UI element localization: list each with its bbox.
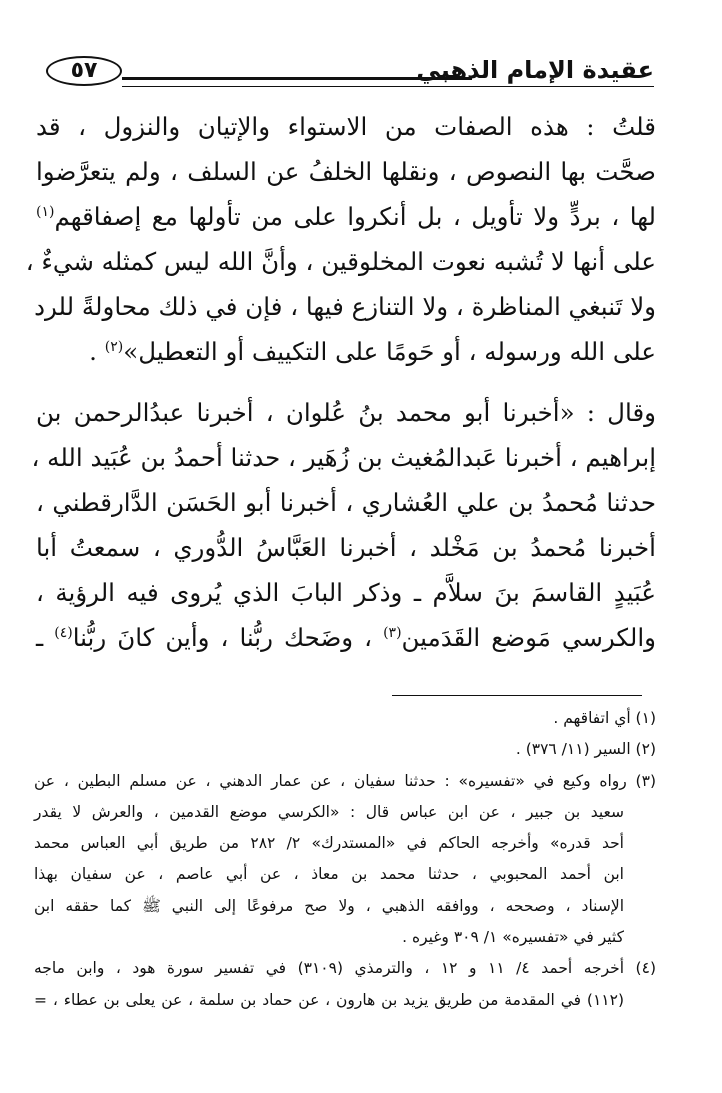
footnote-3: (٣) رواه وكيع في «تفسيره» : حدثنا سفيان ، عن عمار الدهني ، عن مسلم البطين ، عن: [34, 771, 656, 790]
text-line: قلتُ : هذه الصفات من الاستواء والإتيان والنزول ، قد: [36, 112, 656, 141]
line-text: ، وضَحك ربُّنا ، وأين كانَ ربُّنا: [72, 623, 384, 652]
footnote-ref-1[interactable]: (١): [36, 203, 55, 220]
footnote-ref-4[interactable]: (٤): [54, 624, 73, 641]
running-header: [46, 52, 654, 92]
line-text: على الله ورسوله ، أو حَومًا على التكييف أو التعطيل»: [123, 337, 656, 366]
footnote-3-line: الإسناد ، وصححه ، ووافقه الذهبي ، ولا صح مرفوعًا إلى النبي ﷺ كما حققه ابن: [34, 896, 624, 915]
book-title: عقيدة الإمام الذهبي: [416, 56, 654, 84]
text-line: [36, 194, 656, 239]
line-text: والكرسي مَوضع القَدَمين: [401, 623, 657, 652]
footnote-3-line: ابن أحمد المحبوبي ، حدثنا محمد بن معاذ ، عن أبي عاصم ، عن سفيان بهذا: [34, 865, 624, 884]
footnote-3-line: سعيد بن جبير ، عن ابن عباس قال : «الكرسي موضع القدمين ، والعرش لا يقدر: [34, 802, 624, 821]
text-line: وقال : «أخبرنا أبو محمد بنُ عُلوان ، أخبرنا عبدُالرحمن بن: [36, 398, 656, 427]
text-line: أخبرنا مُحمدُ بن مَخْلد ، أخبرنا العَبَّاسُ الدُّوري ، سمعتُ أبا: [36, 533, 656, 562]
footnotes: [34, 703, 656, 1016]
header-rule-thick: [122, 77, 472, 80]
text-line: إبراهيم ، أخبرنا عَبدالمُغيث بن زُهَير ، حدثنا أحمدُ بن عُبَيد الله ،: [31, 443, 656, 472]
text-line: [36, 615, 656, 660]
footnote-separator: [392, 695, 642, 696]
header-rule-thin: [122, 86, 654, 87]
footnote-4: (٤) أخرجه أحمد ٤/ ١١ و ١٢ ، والترمذي (٣١٠٩) في تفسير سورة هود ، وابن ماجه: [34, 959, 656, 978]
footnote-4-line: (١١٢) في المقدمة من طريق يزيد بن هارون ، عن حماد بن سلمة ، عن يعلى بن عطاء ، =: [34, 990, 624, 1009]
line-end: .: [89, 337, 105, 366]
line-end: ـ: [36, 623, 55, 652]
text-line: حدثنا مُحمدُ بن علي العُشاري ، أخبرنا أبو الحَسَن الدَّارقطني ،: [36, 488, 656, 517]
paragraph-2: [31, 390, 657, 660]
text-line: صحَّت بها النصوص ، ونقلها الخلفُ عن السلف ، ولم يتعرَّضوا: [36, 157, 656, 186]
footnote-1: (١) أي اتفاقهم .: [553, 709, 656, 727]
main-text: [25, 104, 657, 660]
footnote-3-line: أحد قدره» وأخرجه الحاكم في «المستدرك» ٢/ ٢٨٢ من طريق أبي العباس محمد: [34, 834, 624, 853]
page-number: ٥٧: [46, 56, 122, 86]
text-line: [36, 329, 656, 374]
text-line: على أنها لا تُشبه نعوت المخلوقين ، وأنَّ الله ليس كمثله شيءٌ ،: [25, 247, 656, 276]
footnote-ref-3[interactable]: (٣): [383, 624, 402, 641]
paragraph-1: [25, 104, 656, 374]
text-line: عُبَيدٍ القاسمَ بنَ سلاَّم ـ وذكر البابَ الذي يُروى فيه الرؤية ،: [36, 578, 656, 607]
line-text: لها ، بردٍّ ولا تأويل ، بل أنكروا على من تأولها مع إصفاقهم: [54, 202, 656, 231]
footnote-2: (٢) السير (١١/ ٣٧٦) .: [515, 740, 656, 759]
footnote-3-line: كثير في «تفسيره» ١/ ٣٠٩ وغيره .: [402, 928, 624, 947]
footnote-ref-2[interactable]: (٢): [104, 338, 124, 355]
text-line: ولا تَنبغي المناظرة ، ولا التنازع فيها ، فإن في ذلك محاولةً للرد: [34, 292, 656, 321]
